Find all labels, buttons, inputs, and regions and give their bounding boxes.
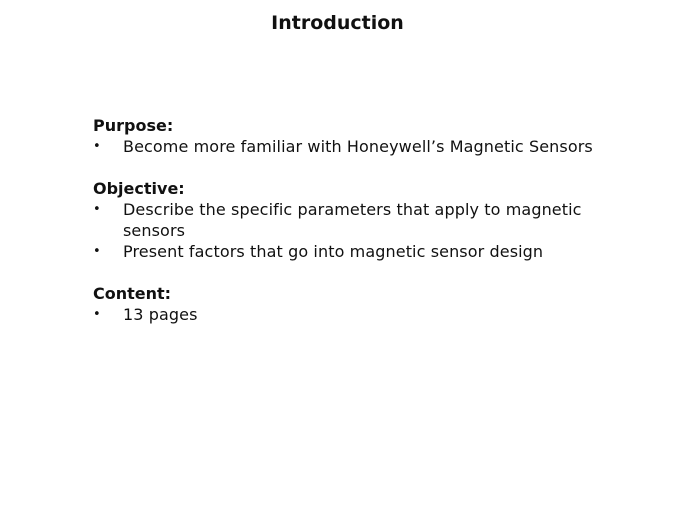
slide-content	[93, 115, 593, 325]
bullet-list-content	[93, 304, 593, 325]
section-purpose	[93, 115, 593, 157]
bullet-item	[93, 241, 593, 262]
section-objective	[93, 178, 593, 262]
bullet-icon: •	[93, 202, 101, 217]
section-heading-objective: Objective:	[93, 179, 185, 198]
bullet-item	[93, 136, 593, 157]
bullet-list-purpose	[93, 136, 593, 157]
bullet-icon: •	[93, 307, 101, 322]
section-content	[93, 283, 593, 325]
section-heading-content: Content:	[93, 284, 172, 303]
bullet-item	[93, 199, 593, 241]
section-heading-purpose: Purpose:	[93, 116, 174, 135]
bullet-text: Describe the specific parameters that apply to magnetic sensors	[123, 200, 582, 240]
bullet-icon: •	[93, 139, 101, 154]
bullet-item	[93, 304, 593, 325]
bullet-text: Present factors that go into magnetic sensor design	[123, 242, 544, 261]
bullet-text: Become more familiar with Honeywell’s Magnetic Sensors	[123, 137, 593, 156]
bullet-icon: •	[93, 244, 101, 259]
bullet-text: 13 pages	[123, 305, 198, 324]
slide-title: Introduction	[271, 12, 404, 34]
bullet-list-objective	[93, 199, 593, 262]
